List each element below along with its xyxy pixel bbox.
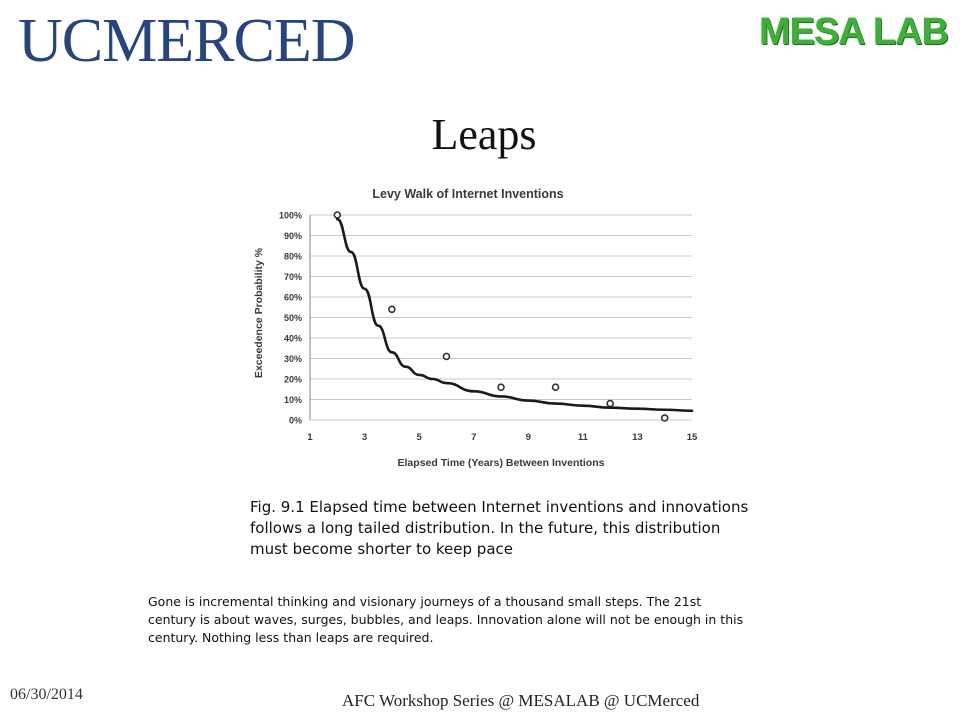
series-layer	[334, 212, 692, 421]
chart-container	[252, 182, 700, 470]
y-tick-label: 40%	[283, 333, 302, 344]
y-tick-label: 90%	[283, 231, 302, 241]
y-tick-label: 70%	[283, 272, 302, 282]
data-point	[553, 384, 559, 390]
y-tick-label: 50%	[283, 313, 302, 323]
y-tick-label: 60%	[283, 292, 302, 303]
x-tick-label: 5	[416, 432, 422, 443]
footer-date: 06/30/2014	[10, 686, 83, 703]
fit-curve	[337, 219, 692, 411]
x-tick-label: 3	[361, 432, 368, 443]
ucmerced-logo: UCMERCED	[18, 7, 355, 75]
body-paragraph: Gone is incremental thinking and visionary journeys of a thousand small steps. The 21st century is about waves, surges, bubbles, and leaps. Innovation alone will not be enough in this century. Nothing less than leaps are required.	[148, 594, 744, 645]
y-tick-label: 20%	[283, 374, 302, 385]
y-tick-label: 10%	[283, 395, 302, 405]
data-point	[498, 384, 504, 390]
data-point	[662, 415, 668, 421]
x-axis-label: Elapsed Time (Years) Between Inventions	[397, 457, 605, 469]
data-point	[443, 353, 449, 359]
y-axis-label: Exceedence Probability %	[253, 247, 265, 379]
figure-caption: Fig. 9.1 Elapsed time between Internet inventions and innovations follows a long tailed distribution. In the future, this distribution must become shorter to keep pace	[250, 498, 749, 558]
x-tick-label: 9	[525, 432, 531, 443]
y-tick-label: 30%	[283, 354, 302, 364]
data-point	[607, 401, 613, 407]
chart-title: Levy Walk of Internet Inventions	[372, 187, 564, 201]
footer-series: AFC Workshop Series @ MESALAB @ UCMerced	[342, 691, 700, 710]
y-tick-label: 100%	[278, 210, 302, 221]
mesa-lab-logo: MESA LAB	[758, 11, 948, 53]
x-tick-label: 11	[577, 432, 588, 443]
x-tick-label: 7	[471, 432, 477, 443]
data-point	[389, 306, 395, 312]
x-tick-label: 13	[632, 432, 643, 443]
x-tick-label: 1	[307, 432, 313, 443]
levy-walk-chart	[252, 182, 700, 470]
y-tick-label: 80%	[283, 251, 302, 262]
data-point	[334, 212, 340, 218]
y-tick-label: 0%	[288, 415, 302, 426]
x-tick-label: 15	[686, 432, 698, 443]
slide-title: Leaps	[431, 110, 537, 159]
